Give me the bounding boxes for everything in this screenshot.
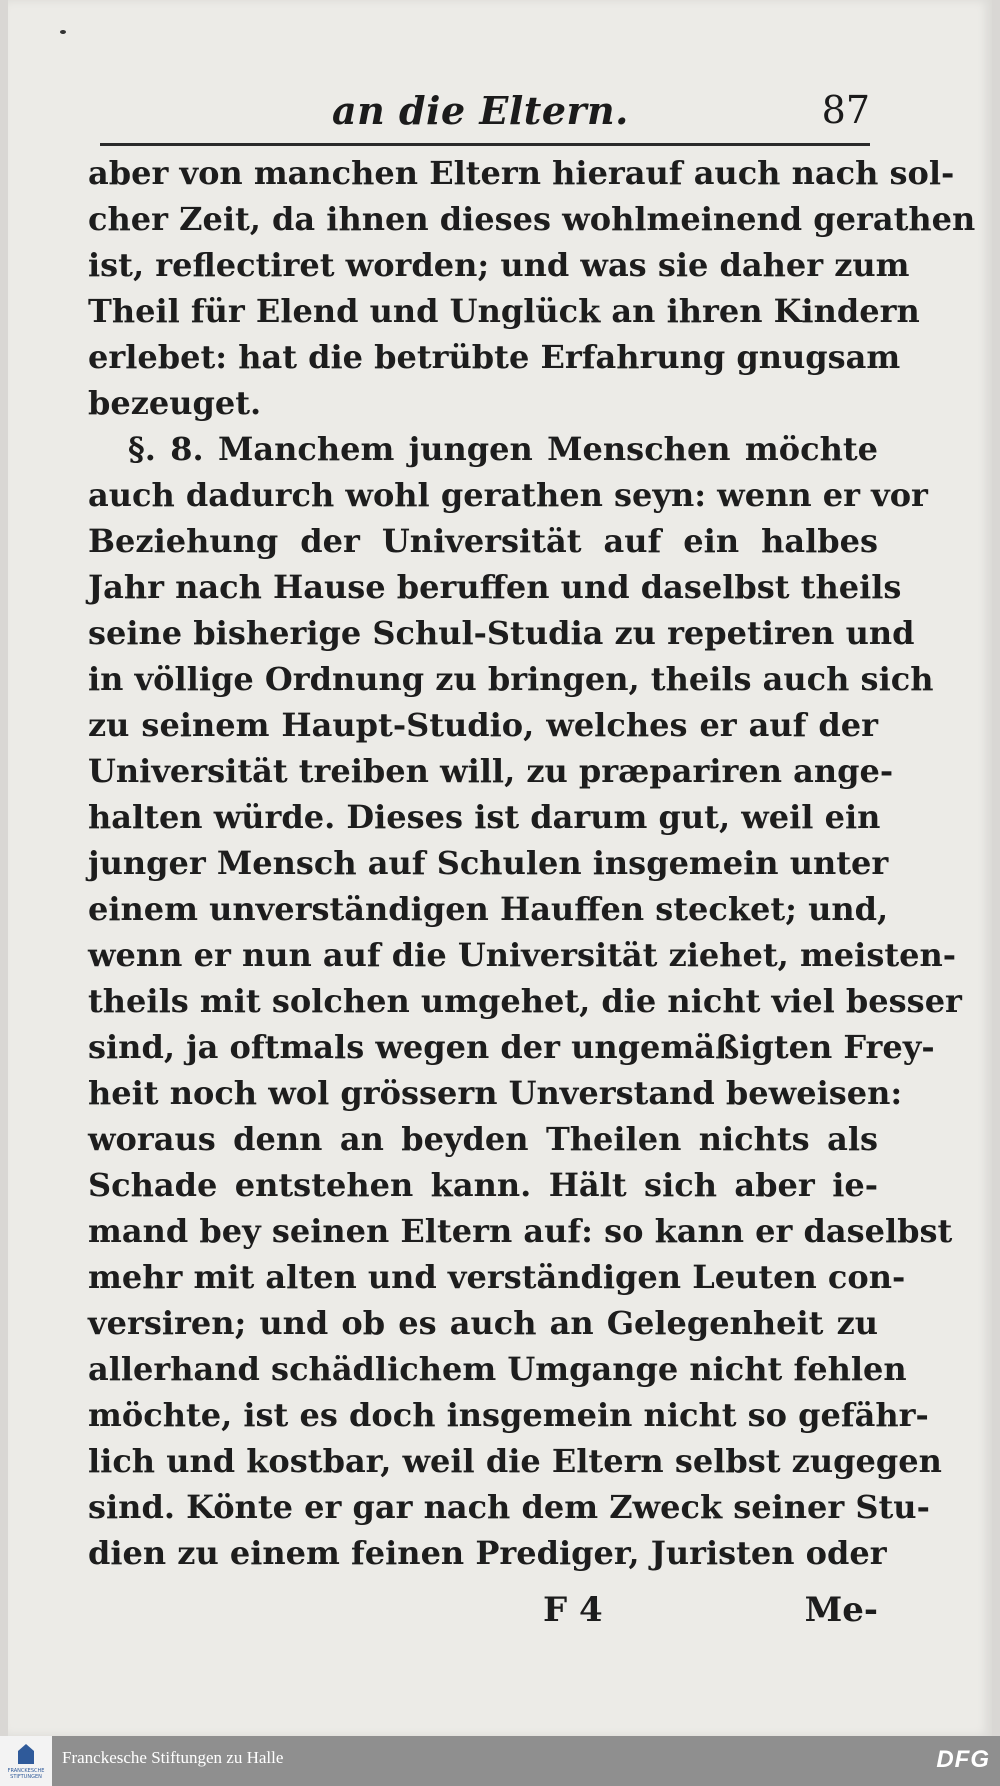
text-line: woraus denn an beyden Theilen nichts als [88, 1120, 878, 1158]
text-line: wenn er nun auf die Universität ziehet, meisten- [88, 936, 957, 974]
text-line: zu seinem Haupt-Studio, welches er auf der [88, 706, 878, 744]
body-text [88, 150, 976, 1576]
text-line: halten würde. Dieses ist darum gut, weil ein [88, 798, 881, 836]
text-line: Schade entstehen kann. Hält sich aber ie- [88, 1166, 878, 1204]
building-icon [18, 1744, 34, 1764]
text-line: Universität treiben will, zu præpariren ange- [88, 752, 894, 790]
signature-mark: F 4 [543, 1590, 603, 1630]
text-line: heit noch wol grössern Unverstand beweisen: [88, 1074, 903, 1112]
text-line: §. 8. Manchem jungen Menschen möchte [128, 430, 878, 468]
text-line: in völlige Ordnung zu bringen, theils auch sich [88, 660, 934, 698]
text-line: mehr mit alten und verständigen Leuten con- [88, 1258, 906, 1296]
text-line: dien zu einem feinen Prediger, Juristen oder [88, 1534, 887, 1572]
text-line: sind. Könte er gar nach dem Zweck seiner Stu- [88, 1488, 930, 1526]
text-line: auch dadurch wohl gerathen seyn: wenn er vor [88, 476, 928, 514]
page-number: 87 [821, 88, 870, 132]
institution-name: Franckesche Stiftungen zu Halle [62, 1748, 284, 1767]
text-line: seine bisherige Schul-Studia zu repetiren und [88, 614, 915, 652]
text-line: Theil für Elend und Unglück an ihren Kindern [88, 292, 920, 330]
text-line: allerhand schädlichem Umgange nicht fehlen [88, 1350, 907, 1388]
catchword: Me- [804, 1590, 878, 1630]
text-line: junger Mensch auf Schulen insgemein unter [88, 844, 889, 882]
text-line: Beziehung der Universität auf ein halbes [88, 522, 878, 560]
text-line: erlebet: hat die betrübte Erfahrung gnugsam [88, 338, 901, 376]
running-title: an die Eltern. [332, 88, 629, 133]
text-line: Jahr nach Hause beruffen und daselbst theils [88, 568, 902, 606]
text-line: cher Zeit, da ihnen dieses wohlmeinend gerathen [88, 200, 976, 238]
ink-spot [60, 30, 66, 34]
book-page [8, 0, 992, 1736]
header-rule [100, 143, 870, 146]
text-line: theils mit solchen umgehet, die nicht viel besser [88, 982, 962, 1020]
running-head [100, 88, 870, 140]
logo-caption: FRANCKESCHE STIFTUNGEN [7, 1768, 45, 1780]
text-line: lich und kostbar, weil die Eltern selbst zugegen [88, 1442, 942, 1480]
institution-logo[interactable] [0, 1736, 52, 1786]
text-line: einem unverständigen Hauffen stecket; und, [88, 890, 889, 928]
page-footer-line [88, 1590, 878, 1640]
text-line: ist, reflectiret worden; und was sie daher zum [88, 246, 910, 284]
text-line: möchte, ist es doch insgemein nicht so gefähr- [88, 1396, 929, 1434]
viewer-footer-bar [0, 1736, 1000, 1786]
text-line: versiren; und ob es auch an Gelegenheit zu [88, 1304, 878, 1342]
text-line: aber von manchen Eltern hierauf auch nach sol- [88, 154, 955, 192]
text-line: bezeuget. [88, 384, 262, 422]
dfg-logo[interactable]: DFG [936, 1746, 990, 1773]
text-line: sind, ja oftmals wegen der ungemäßigten Frey- [88, 1028, 935, 1066]
text-line: mand bey seinen Eltern auf: so kann er daselbst [88, 1212, 953, 1250]
